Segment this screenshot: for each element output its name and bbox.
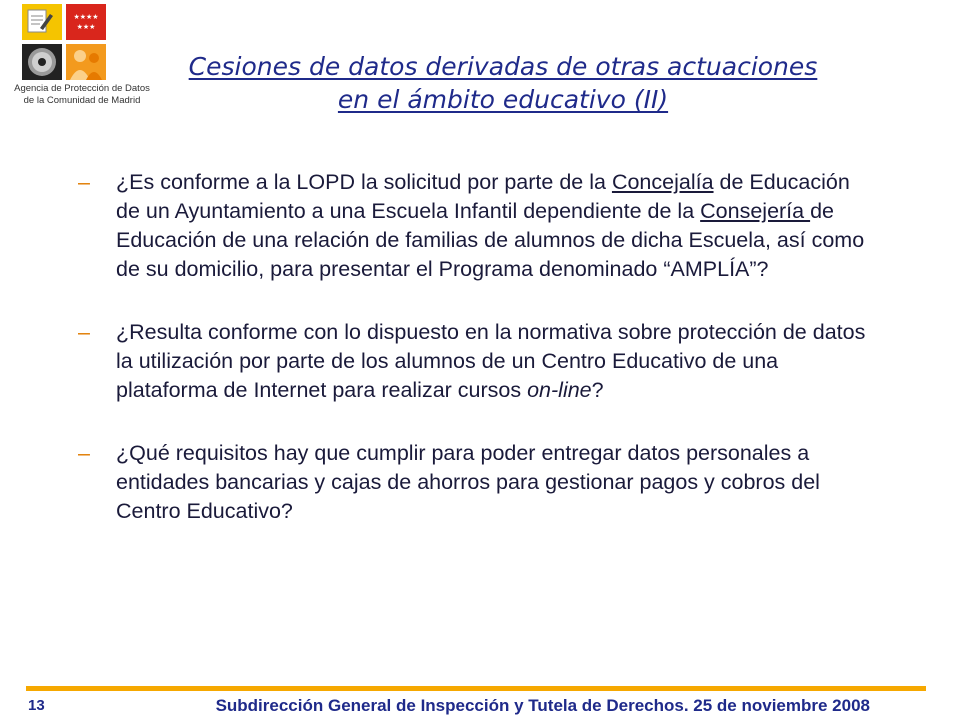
dash-bullet: –: [78, 320, 90, 344]
question-list: [78, 168, 878, 526]
slide-title: [140, 50, 866, 116]
question-item: [78, 318, 878, 405]
title-line-1: Cesiones de datos derivadas de otras actuaciones: [188, 52, 818, 81]
question-text: ¿Qué requisitos hay que cumplir para poder entregar datos personales a entidades bancarias y cajas de ahorros para gestionar pagos y cobros del Centro Educativo?: [116, 441, 820, 523]
question-text: ¿Es conforme a la LOPD la solicitud por parte de la: [116, 170, 612, 194]
question-item: [78, 168, 878, 284]
underlined-term: Consejería: [700, 199, 811, 223]
dash-bullet: –: [78, 170, 90, 194]
italic-term: on-line: [527, 378, 592, 402]
svg-text:★★★★: ★★★★: [73, 13, 99, 21]
footer-divider: [26, 686, 926, 691]
dash-bullet: –: [78, 441, 90, 465]
logo-line-2: de la Comunidad de Madrid: [23, 95, 141, 106]
footer-text: Subdirección General de Inspección y Tutela de Derechos. 25 de noviembre 2008: [215, 696, 870, 715]
title-line-2: en el ámbito educativo (II): [337, 85, 669, 114]
logo-line-1: Agencia de Protección de Datos: [14, 83, 150, 94]
question-item: [78, 439, 878, 526]
underlined-term: Concejalía: [611, 170, 714, 194]
question-text: ¿Resulta conforme con lo dispuesto en la normativa sobre protección de datos la utilización por parte de los alumnos de un Centro Educativo de una plataforma de Internet para realizar cursos: [116, 320, 866, 402]
question-text: ?: [591, 378, 604, 402]
svg-text:★★★: ★★★: [76, 23, 96, 31]
page-number: 13: [28, 697, 45, 714]
question-text: de Educación de una relación de familias de alumnos de dicha Escuela, así como de su domicilio, para presentar el Programa denominado “AMPLÍA”?: [116, 199, 865, 281]
question-text: de Educación de un Ayuntamiento a una Escuela Infantil dependiente de la: [116, 170, 850, 223]
agency-logo: [2, 2, 162, 127]
agency-emblem-icon: [20, 2, 142, 82]
